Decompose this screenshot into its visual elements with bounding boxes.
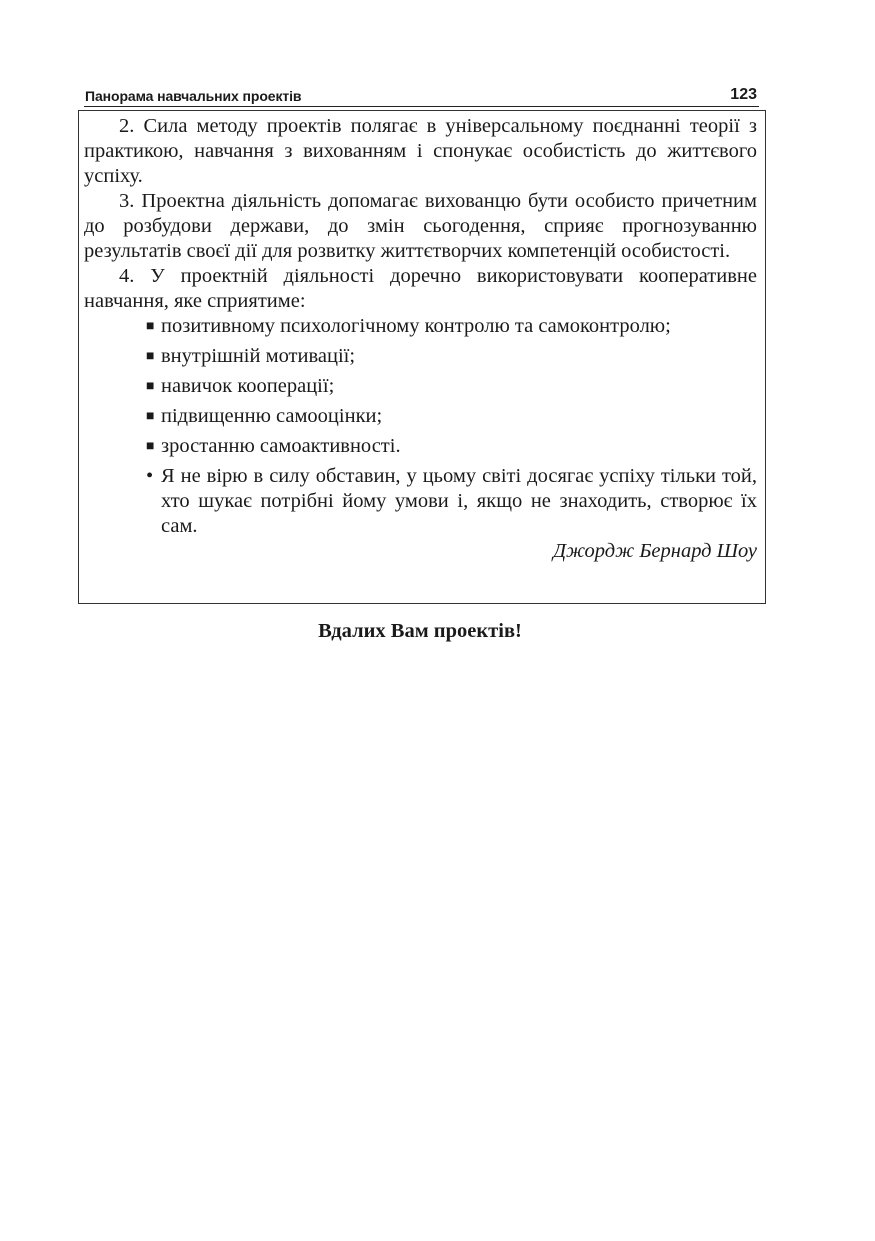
bullet-list xyxy=(84,314,757,459)
box-content xyxy=(84,114,757,564)
square-bullet-icon: ■ xyxy=(146,439,155,454)
quote-text: Я не вірю в силу обставин, у цьому світі досягає успіху тільки той, хто шукає потрібні йому умови і, якщо не знаходить, створює їх сам. xyxy=(161,465,757,537)
paragraph-3: 3. Проектна діяльність допомагає вихованцю бути особисто причетним до розбудови держави, до змін сьогодення, сприяє прогнозуванню результатів своєї дії для розвитку життєтворчих компетенцій особистості. xyxy=(84,190,757,262)
square-bullet-icon: ■ xyxy=(146,319,155,334)
list-item xyxy=(84,434,757,459)
quote-block xyxy=(84,464,757,539)
list-item xyxy=(84,374,757,399)
list-item-text: позитивному психологічному контролю та самоконтролю; xyxy=(161,315,671,337)
list-item xyxy=(84,404,757,429)
closing-line: Вдалих Вам проектів! xyxy=(318,620,522,642)
paragraph-4: 4. У проектній діяльності доречно використовувати кооперативне навчання, яке сприятиме: xyxy=(84,265,757,312)
quote-author: Джордж Бернард Шоу xyxy=(552,540,757,562)
square-bullet-icon: ■ xyxy=(146,379,155,394)
framed-text-box xyxy=(78,110,766,604)
running-header xyxy=(84,86,759,107)
paragraph-2: 2. Сила методу проектів полягає в універсальному поєднанні теорії з практикою, навчання з вихованням і спонукає особистість до життєвого успіху. xyxy=(84,115,757,187)
list-item-text: зростанню самоактивності. xyxy=(161,435,401,457)
list-item xyxy=(84,314,757,339)
page-number: 123 xyxy=(730,86,757,103)
list-item-text: підвищенню самооцінки; xyxy=(161,405,383,427)
dot-bullet-icon: • xyxy=(146,465,154,487)
square-bullet-icon: ■ xyxy=(146,349,155,364)
book-title: Панорама навчальних проектів xyxy=(85,88,302,104)
list-item-text: внутрішній мотивації; xyxy=(161,345,356,367)
list-item xyxy=(84,344,757,369)
list-item-text: навичок кооперації; xyxy=(161,375,335,397)
square-bullet-icon: ■ xyxy=(146,409,155,424)
